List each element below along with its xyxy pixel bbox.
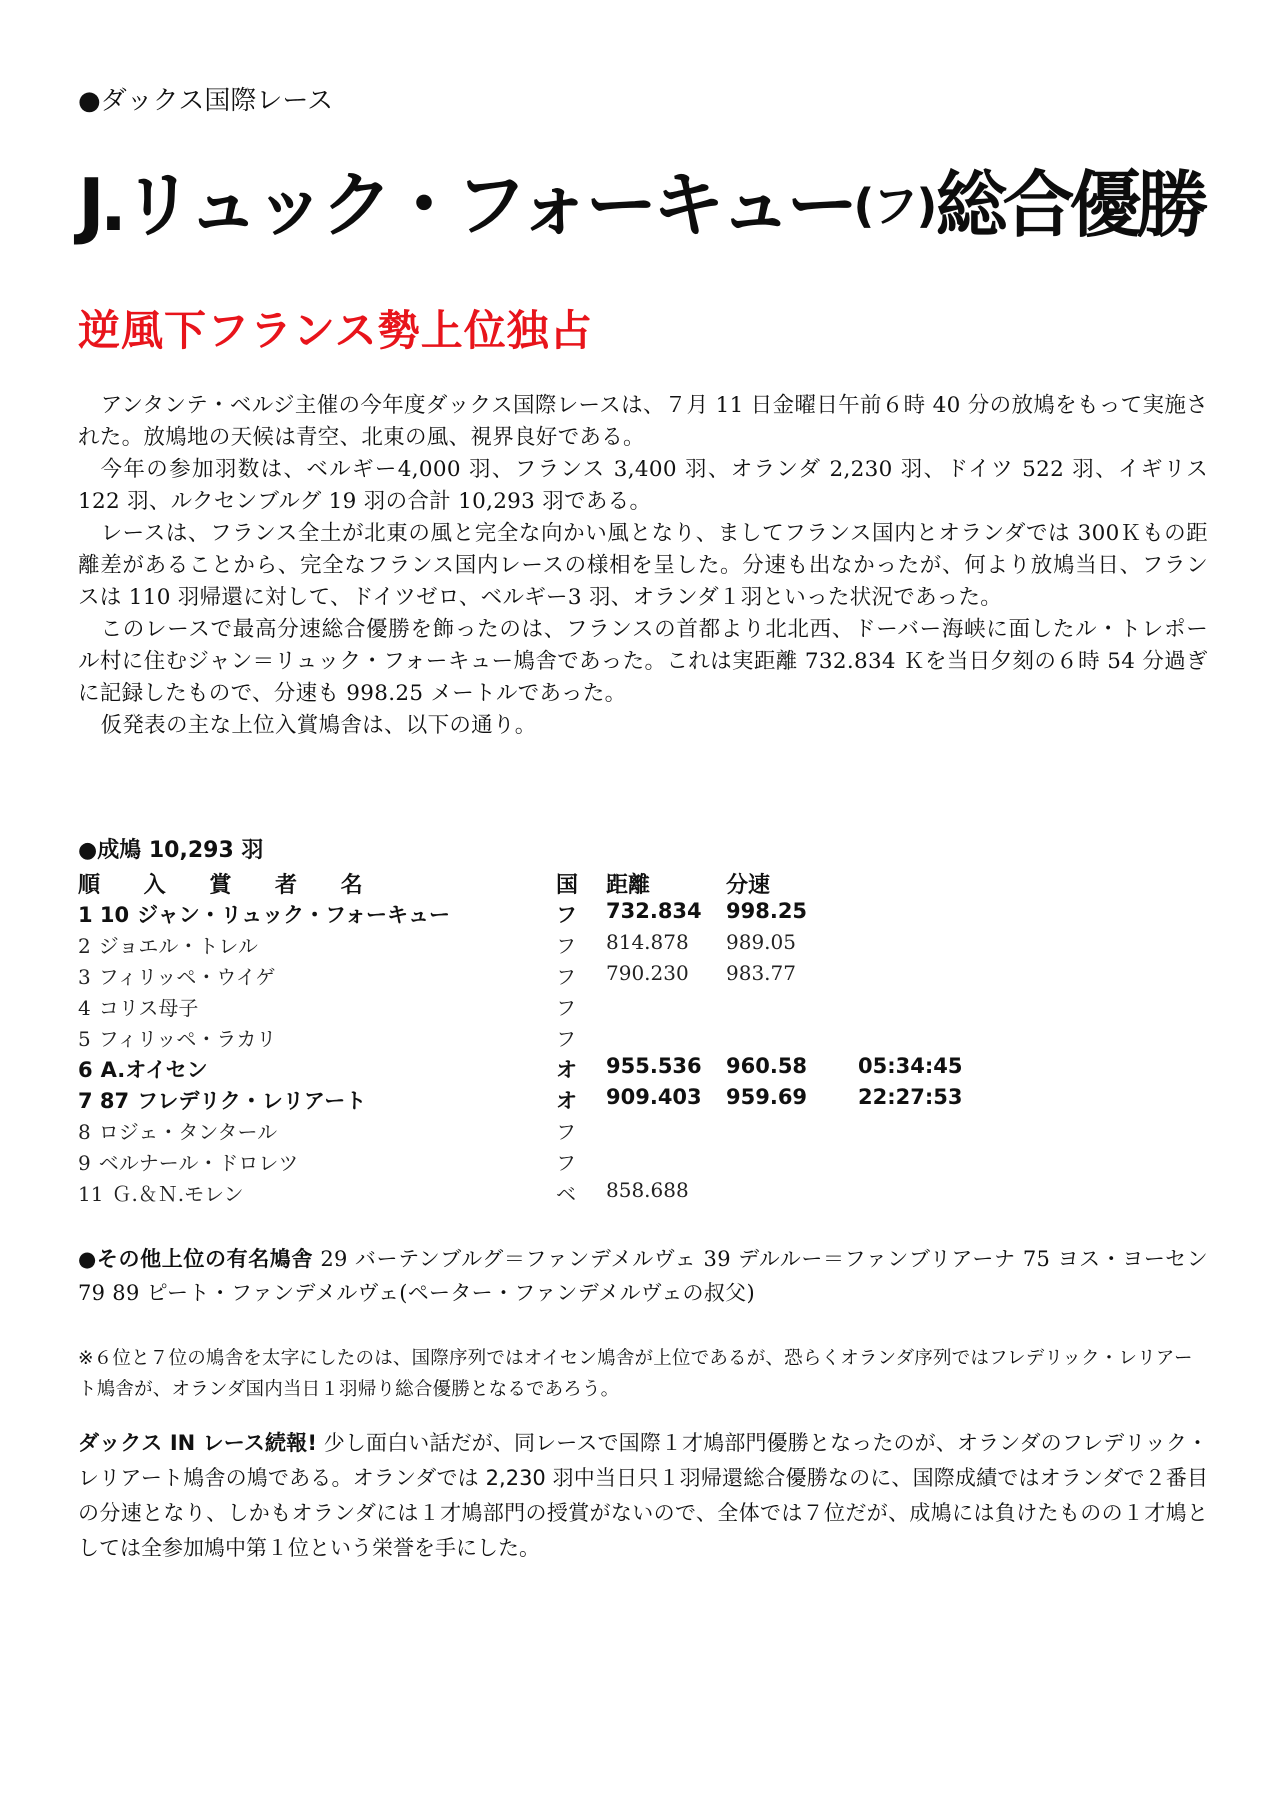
result-name: コリス母子 xyxy=(98,996,199,1020)
result-rank-name xyxy=(78,1054,208,1084)
results-row xyxy=(78,899,978,930)
paragraph: 仮発表の主な上位入賞鳩舎は、以下の通り。 xyxy=(100,713,537,738)
result-country: フ xyxy=(556,996,576,1020)
result-rank-name xyxy=(78,899,450,929)
result-name: ロジェ・タンタール xyxy=(98,1120,278,1144)
headline-tail: 総合優勝 xyxy=(935,163,1204,247)
result-country: フ xyxy=(556,1027,576,1051)
headline-main: J.リュック・フォーキュー xyxy=(78,163,854,247)
result-distance: 858.688 xyxy=(606,1178,689,1202)
header-distance: 距離 xyxy=(606,873,651,898)
result-distance: 732.834 xyxy=(606,899,702,923)
section-tag: ●ダックス国際レース xyxy=(78,86,334,116)
result-time: 05:34:45 xyxy=(858,1054,963,1078)
result-country: フ xyxy=(556,1120,576,1144)
follow-up-text: 少し面白い話だが、同レースで国際１才鳩部門優勝となったのが、オランダのフレデリック・レリアート鳩舎の鳩である。オランダでは 2,230 羽中当日只１羽帰還総合優勝なのに、国際成績ではオランダで２番目の分速となり、しかもオランダには１才鳩部門の授賞がないので、全体では７位だが、成鳩には負けたものの１才鳩としては全参加鳩中第１位という栄誉を手にした。 xyxy=(78,1431,1209,1560)
result-country: オ xyxy=(556,1058,577,1082)
result-rank-name xyxy=(78,992,198,1021)
result-speed: 959.69 xyxy=(726,1085,808,1109)
results-row xyxy=(78,1085,978,1116)
result-time: 22:27:53 xyxy=(858,1085,963,1109)
result-rank-name xyxy=(78,1023,276,1052)
result-rank: 8 xyxy=(78,1120,91,1144)
result-name: ジャン・リュック・フォーキュー xyxy=(137,903,451,927)
footnote: ※６位と７位の鳩舎を太字にしたのは、国際序列ではオイセン鳩舎が上位であるが、恐らくオランダ序列ではフレデリック・レリアート鳩舎が、オランダ国内当日１羽帰り総合優勝となるであろう。 xyxy=(78,1348,1193,1400)
result-country: オ xyxy=(556,1089,577,1113)
result-rank-name xyxy=(78,1178,244,1207)
subhead: 逆風下フランス勢上位独占 xyxy=(78,306,593,355)
results-row xyxy=(78,1147,978,1178)
result-rank: 2 xyxy=(78,934,91,958)
result-name: ジョエル・トレル xyxy=(98,934,258,958)
paragraph: このレースで最高分速総合優勝を飾ったのは、フランスの首都より北北西、ドーバー海峡に面したル・トレポール村に住むジャン＝リュック・フォーキュー鳩舎であった。これは実距離 732.834 Ｋを当日夕刻の６時 54 分過ぎに記録したもので、分速も 998.25 メートルであった。 xyxy=(78,617,1208,706)
result-name: ベルナール・ドロレツ xyxy=(98,1151,299,1175)
result-rank: 3 xyxy=(78,965,91,989)
header-rank-name: 順 入 賞 者 名 xyxy=(78,873,381,898)
headline xyxy=(78,160,1208,251)
result-rank-name xyxy=(78,1085,366,1115)
result-speed: 960.58 xyxy=(726,1054,808,1078)
results-title: ●成鳩 10,293 羽 xyxy=(78,838,264,863)
results-row xyxy=(78,992,978,1023)
results-row xyxy=(78,961,978,992)
result-rank: 6 xyxy=(78,1058,93,1082)
result-distance: 790.230 xyxy=(606,961,689,985)
header-speed: 分速 xyxy=(726,873,771,898)
result-rank: 1 10 xyxy=(78,903,130,927)
results-row xyxy=(78,930,978,961)
follow-up-label: ダックス IN レース続報! xyxy=(78,1431,317,1455)
result-distance: 955.536 xyxy=(606,1054,702,1078)
follow-up-report xyxy=(78,1426,1208,1566)
result-country: フ xyxy=(556,903,577,927)
result-name: フィリッペ・ラカリ xyxy=(98,1027,277,1051)
result-rank: 9 xyxy=(78,1151,91,1175)
result-rank-name xyxy=(78,1116,277,1145)
results-table xyxy=(78,868,978,1209)
result-country: ベ xyxy=(556,1182,576,1206)
result-country: フ xyxy=(556,965,576,989)
result-distance: 814.878 xyxy=(606,930,689,954)
headline-paren: (フ) xyxy=(853,179,936,233)
results-row xyxy=(78,1023,978,1054)
result-rank-name xyxy=(78,961,275,990)
header-country: 国 xyxy=(556,873,579,898)
paragraph: 今年の参加羽数は、ベルギー4,000 羽、フランス 3,400 羽、オランダ 2,230 羽、ドイツ 522 羽、イギリス 122 羽、ルクセンブルグ 19 羽の合計 10,293 羽である。 xyxy=(78,457,1208,514)
result-country: フ xyxy=(556,1151,576,1175)
result-rank-name xyxy=(78,930,258,959)
result-distance: 909.403 xyxy=(606,1085,702,1109)
result-name: A.オイセン xyxy=(100,1058,208,1082)
result-rank: 5 xyxy=(78,1027,91,1051)
result-rank-name xyxy=(78,1147,298,1176)
result-speed: 998.25 xyxy=(726,899,808,923)
results-rows xyxy=(78,899,978,1209)
result-speed: 983.77 xyxy=(726,961,796,985)
results-row xyxy=(78,1178,978,1209)
result-rank: 7 87 xyxy=(78,1089,130,1113)
result-rank: 4 xyxy=(78,996,91,1020)
results-header-row xyxy=(78,868,978,899)
paragraph: アンタンテ・ベルジ主催の今年度ダックス国際レースは、７月 11 日金曜日午前６時 40 分の放鳩をもって実施された。放鳩地の天候は青空、北東の風、視界良好である。 xyxy=(78,393,1208,450)
famous-label: ●その他上位の有名鳩舎 xyxy=(78,1247,314,1271)
result-rank: 11 xyxy=(78,1182,104,1206)
paragraph: レースは、フランス全土が北東の風と完全な向かい風となり、ましてフランス国内とオランダでは 300Ｋもの距離差があることから、完全なフランス国内レースの様相を呈した。分速も出なかったが、何より放鳩当日、フランスは 110 羽帰還に対して、ドイツゼロ、ベルギー3 羽、オランダ１羽といった状況であった。 xyxy=(78,521,1208,610)
famous-lofts xyxy=(78,1242,1208,1310)
result-name: Ｇ.＆Ｎ.モレン xyxy=(111,1182,244,1206)
result-speed: 989.05 xyxy=(726,930,796,954)
results-row xyxy=(78,1054,978,1085)
results-row xyxy=(78,1116,978,1147)
result-name: フレデリク・レリアート xyxy=(137,1089,367,1113)
result-country: フ xyxy=(556,934,576,958)
article-body xyxy=(78,390,1208,742)
famous-text: 29 バーテンブルグ＝ファンデメルヴェ 39 デルルー＝ファンブリアーナ 75 ヨス・ヨーセン 79 89 ピート・ファンデメルヴェ(ペーター・ファンデメルヴェの叔父) xyxy=(78,1247,1209,1305)
result-name: フィリッペ・ウイゲ xyxy=(98,965,276,989)
